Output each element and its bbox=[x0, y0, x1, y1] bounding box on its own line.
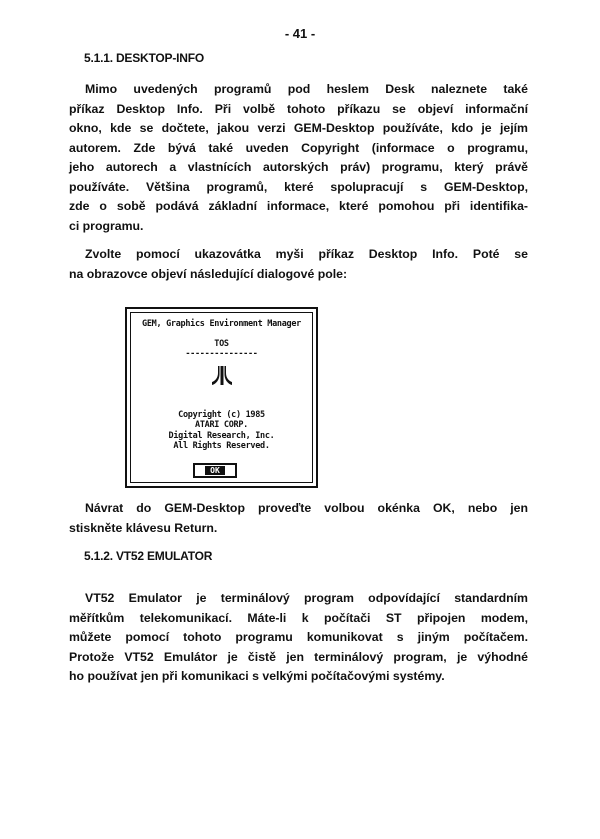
text-line: Návrat do GEM-Desktop proveďte volbou okénka OK, nebo jen bbox=[85, 501, 528, 515]
text-line: ci programu. bbox=[69, 218, 144, 233]
dialog-subtitle: TOS bbox=[214, 339, 229, 349]
paragraph-vt52-description bbox=[69, 589, 528, 687]
section-heading-desktop-info: 5.1.1. DESKTOP-INFO bbox=[84, 51, 205, 65]
paragraph-desktop-info-instruction bbox=[69, 245, 528, 284]
text-line: zde o sobě podává základní informace, které pomohou při identifika- bbox=[69, 199, 528, 213]
text-line: okno, kde se dočtete, jakou verzi GEM-Desktop používáte, kdo je jejím bbox=[69, 121, 528, 135]
desktop-info-dialog bbox=[125, 307, 318, 488]
text-line: na obrazovce objeví následující dialogové pole: bbox=[69, 266, 348, 281]
text-line: stiskněte klávesu Return. bbox=[69, 520, 218, 535]
section-heading-vt52-emulator: 5.1.2. VT52 EMULATOR bbox=[84, 549, 213, 563]
text-line: Zvolte pomocí ukazovátka myši příkaz Desktop Info. Poté se bbox=[85, 247, 528, 261]
text-line: používáte. Většina programů, které spolupracují s GEM-Desktop, bbox=[69, 179, 528, 194]
dialog-frame bbox=[130, 312, 313, 483]
text-line: jeho autorech a vlastnících autorských práv) programu, který právě bbox=[69, 160, 528, 174]
dialog-copyright-line: Copyright (c) 1985 bbox=[178, 410, 265, 420]
paragraph-desktop-info-intro bbox=[69, 80, 528, 236]
dialog-copyright-line: ATARI CORP. bbox=[195, 420, 248, 430]
text-line: autorem. Zde bývá také uveden Copyright (informace o programu, bbox=[69, 140, 528, 155]
ok-button[interactable] bbox=[193, 463, 237, 478]
text-line: Mimo uvedených programů pod heslem Desk naleznete také bbox=[85, 82, 528, 96]
text-line: VT52 Emulator je terminálový program odpovídající standardním bbox=[85, 591, 528, 605]
atari-fuji-icon bbox=[211, 365, 233, 387]
text-line: měřítkům telekomunikací. Máte-li k počítači ST připojen modem, bbox=[69, 610, 528, 625]
dialog-copyright-line: All Rights Reserved. bbox=[173, 441, 270, 451]
ok-button-label: OK bbox=[205, 466, 225, 475]
text-line: Protože VT52 Emulátor je čistě jen terminálový program, je výhodné bbox=[69, 649, 528, 664]
text-line: příkaz Desktop Info. Při volbě tohoto příkazu se objeví informační bbox=[69, 101, 528, 116]
text-line: ho používat jen při komunikaci s velkými počítačovými systémy. bbox=[69, 669, 445, 683]
paragraph-return-instruction bbox=[69, 499, 528, 538]
dialog-title: GEM, Graphics Environment Manager bbox=[142, 319, 301, 329]
page-number: - 41 - bbox=[284, 26, 316, 41]
dialog-copyright-line: Digital Research, Inc. bbox=[168, 431, 275, 441]
text-line: můžete pomocí tohoto programu komunikovat s jiným počítačem. bbox=[69, 630, 528, 644]
dialog-separator: --------------- bbox=[185, 349, 258, 359]
